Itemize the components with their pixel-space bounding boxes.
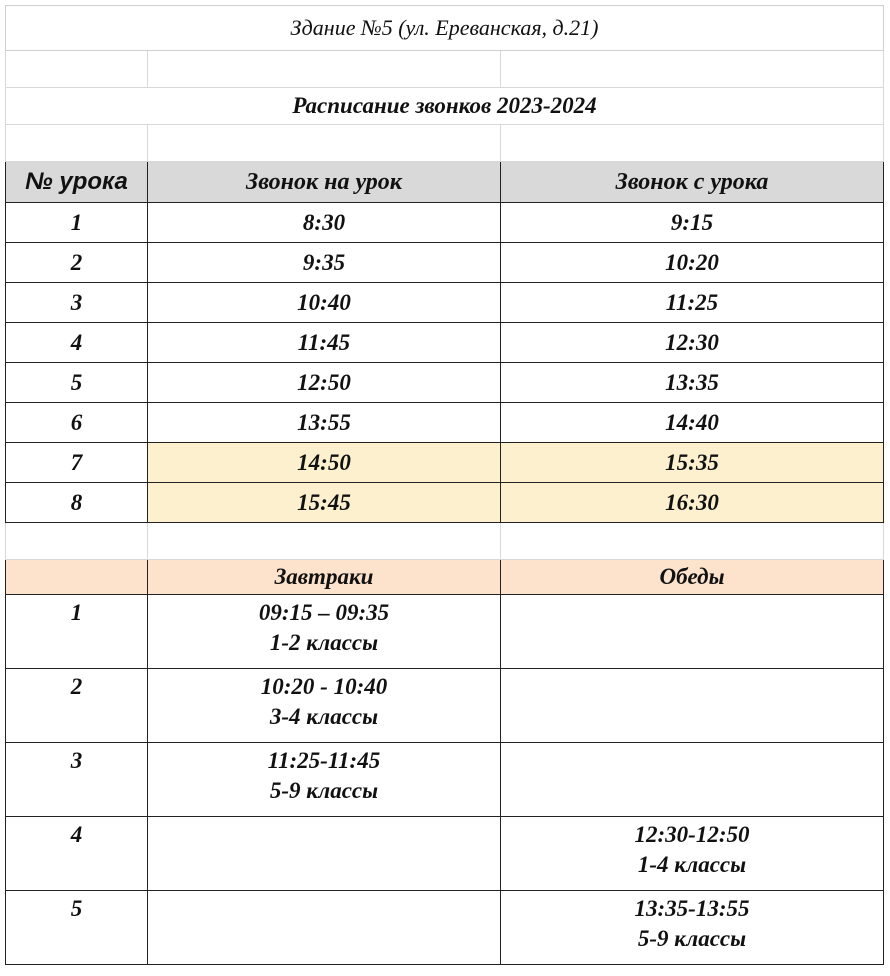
bell-end: 15:35 <box>501 443 884 483</box>
lesson-number: 2 <box>6 243 148 283</box>
bell-header-row <box>6 162 884 203</box>
lesson-number: 8 <box>6 483 148 523</box>
lunch-header: Обеды <box>501 560 884 595</box>
meal-header-row <box>6 560 884 595</box>
bell-start: 10:40 <box>148 283 501 323</box>
bell-end: 11:25 <box>501 283 884 323</box>
breakfast-cell <box>148 891 501 965</box>
meal-row <box>6 891 884 965</box>
breakfast-time: 10:20 - 10:40 <box>260 674 388 699</box>
breakfast-cell <box>148 595 501 669</box>
breakfast-cell <box>148 817 501 891</box>
schedule-sheet <box>5 5 884 965</box>
meal-row <box>6 595 884 669</box>
bell-start: 14:50 <box>148 443 501 483</box>
spacer-row <box>6 125 884 162</box>
breakfast-classes: 5-9 классы <box>269 778 379 803</box>
meal-number-header <box>6 560 148 595</box>
bell-start: 9:35 <box>148 243 501 283</box>
schedule-title: Расписание звонков 2023-2024 <box>6 88 884 125</box>
lunch-classes: 5-9 классы <box>637 926 747 951</box>
meal-row <box>6 669 884 743</box>
lunch-time: 12:30-12:50 <box>634 822 750 847</box>
meal-break-number: 3 <box>6 743 148 817</box>
breakfast-cell <box>148 743 501 817</box>
bell-end: 16:30 <box>501 483 884 523</box>
lesson-number: 4 <box>6 323 148 363</box>
bell-end: 12:30 <box>501 323 884 363</box>
bell-end: 14:40 <box>501 403 884 443</box>
bell-row <box>6 403 884 443</box>
meal-break-number: 5 <box>6 891 148 965</box>
bell-start: 8:30 <box>148 203 501 243</box>
bell-start: 11:45 <box>148 323 501 363</box>
bell-row <box>6 483 884 523</box>
lunch-time: 13:35-13:55 <box>634 896 750 921</box>
breakfast-time: 09:15 – 09:35 <box>258 600 390 625</box>
lunch-cell <box>501 891 884 965</box>
spacer-row <box>6 51 884 88</box>
lesson-number-header: № урока <box>6 162 148 203</box>
breakfast-classes: 3-4 классы <box>269 704 379 729</box>
bell-end-header: Звонок с урока <box>501 162 884 203</box>
breakfast-classes: 1-2 классы <box>269 630 379 655</box>
lunch-cell <box>501 817 884 891</box>
lunch-cell <box>501 669 884 743</box>
spacer-row <box>6 523 884 560</box>
lesson-number: 1 <box>6 203 148 243</box>
lesson-number: 7 <box>6 443 148 483</box>
meal-break-number: 2 <box>6 669 148 743</box>
bell-row <box>6 243 884 283</box>
meal-break-number: 1 <box>6 595 148 669</box>
breakfast-cell <box>148 669 501 743</box>
breakfast-header: Завтраки <box>148 560 501 595</box>
lesson-number: 6 <box>6 403 148 443</box>
bell-row <box>6 363 884 403</box>
lesson-number: 3 <box>6 283 148 323</box>
bell-row <box>6 443 884 483</box>
lunch-cell <box>501 595 884 669</box>
bell-start: 15:45 <box>148 483 501 523</box>
bell-row <box>6 283 884 323</box>
bell-end: 9:15 <box>501 203 884 243</box>
bell-start: 12:50 <box>148 363 501 403</box>
bell-end: 10:20 <box>501 243 884 283</box>
lunch-cell <box>501 743 884 817</box>
meal-row <box>6 817 884 891</box>
bell-end: 13:35 <box>501 363 884 403</box>
bell-start-header: Звонок на урок <box>148 162 501 203</box>
breakfast-time: 11:25-11:45 <box>267 748 381 773</box>
meal-break-number: 4 <box>6 817 148 891</box>
bell-row <box>6 323 884 363</box>
lunch-classes: 1-4 классы <box>637 852 747 877</box>
bell-row <box>6 203 884 243</box>
bell-start: 13:55 <box>148 403 501 443</box>
meal-row <box>6 743 884 817</box>
building-title: Здание №5 (ул. Ереванская, д.21) <box>6 6 884 51</box>
lesson-number: 5 <box>6 363 148 403</box>
